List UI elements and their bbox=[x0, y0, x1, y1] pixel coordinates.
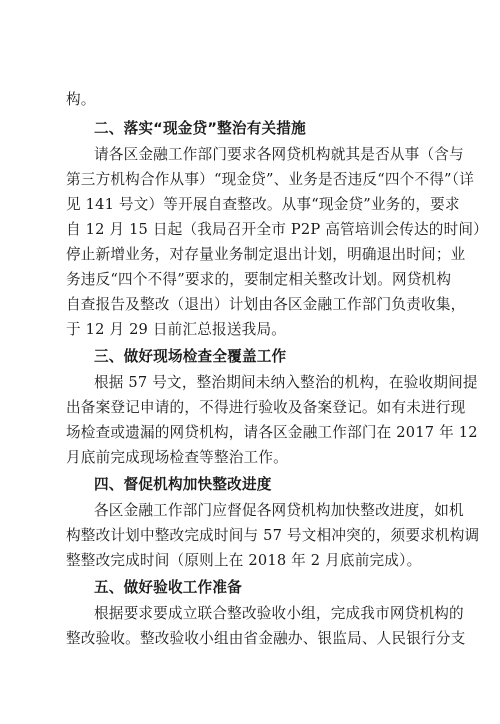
paragraph-line: 第三方机构合作从事）“现金贷”、业务是否违反“四个不得”（详 bbox=[66, 171, 474, 188]
paragraph-line: 构整改计划中整改完成时间与 57 号文相冲突的，须要求机构调 bbox=[66, 527, 480, 544]
paragraph-line: 根据要求要成立联合整改验收小组，完成我市网贷机构的 bbox=[94, 605, 464, 622]
paragraph-tail-line: 构。 bbox=[66, 91, 96, 108]
section-heading-4: 四、督促机构加快整改进度 bbox=[94, 476, 272, 493]
paragraph-line: 整改验收。整改验收小组由省金融办、银监局、人民银行分支 bbox=[66, 630, 466, 647]
paragraph-line: 停止新增业务，对存量业务制定退出计划，明确退出时间；业 bbox=[66, 246, 466, 263]
paragraph-line: 请各区金融工作部门要求各网贷机构就其是否从事（含与 bbox=[94, 146, 464, 163]
section-heading-2: 二、落实“现金贷”整治有关措施 bbox=[94, 120, 306, 137]
paragraph-line: 自 12 月 15 日起（我局召开全市 P2P 高管培训会传达的时间） bbox=[66, 221, 488, 238]
paragraph-line: 见 141 号文）等开展自查整改。从事“现金贷”业务的，要求 bbox=[66, 196, 460, 213]
paragraph-line: 场检查或遗漏的网贷机构，请各区金融工作部门在 2017 年 12 bbox=[66, 424, 478, 441]
paragraph-line: 自查报告及整改（退出）计划由各区金融工作部门负责收集， bbox=[66, 296, 466, 313]
paragraph-line: 根据 57 号文，整治期间未纳入整治的机构，在验收期间提 bbox=[94, 374, 478, 391]
paragraph-line: 各区金融工作部门应督促各网贷机构加快整改进度，如机 bbox=[94, 502, 464, 519]
paragraph-line: 务违反“四个不得”要求的，要制定相关整改计划。网贷机构 bbox=[66, 271, 452, 288]
paragraph-line: 于 12 月 29 日前汇总报送我局。 bbox=[66, 321, 287, 338]
paragraph-line: 出备案登记申请的，不得进行验收及备案登记。如有未进行现 bbox=[66, 399, 466, 416]
section-heading-3: 三、做好现场检查全覆盖工作 bbox=[94, 348, 287, 365]
section-heading-5: 五、做好验收工作准备 bbox=[94, 579, 242, 596]
paragraph-line: 整整改完成时间（原则上在 2018 年 2 月底前完成）。 bbox=[66, 552, 422, 569]
paragraph-line: 月底前完成现场检查等整治工作。 bbox=[66, 449, 288, 466]
